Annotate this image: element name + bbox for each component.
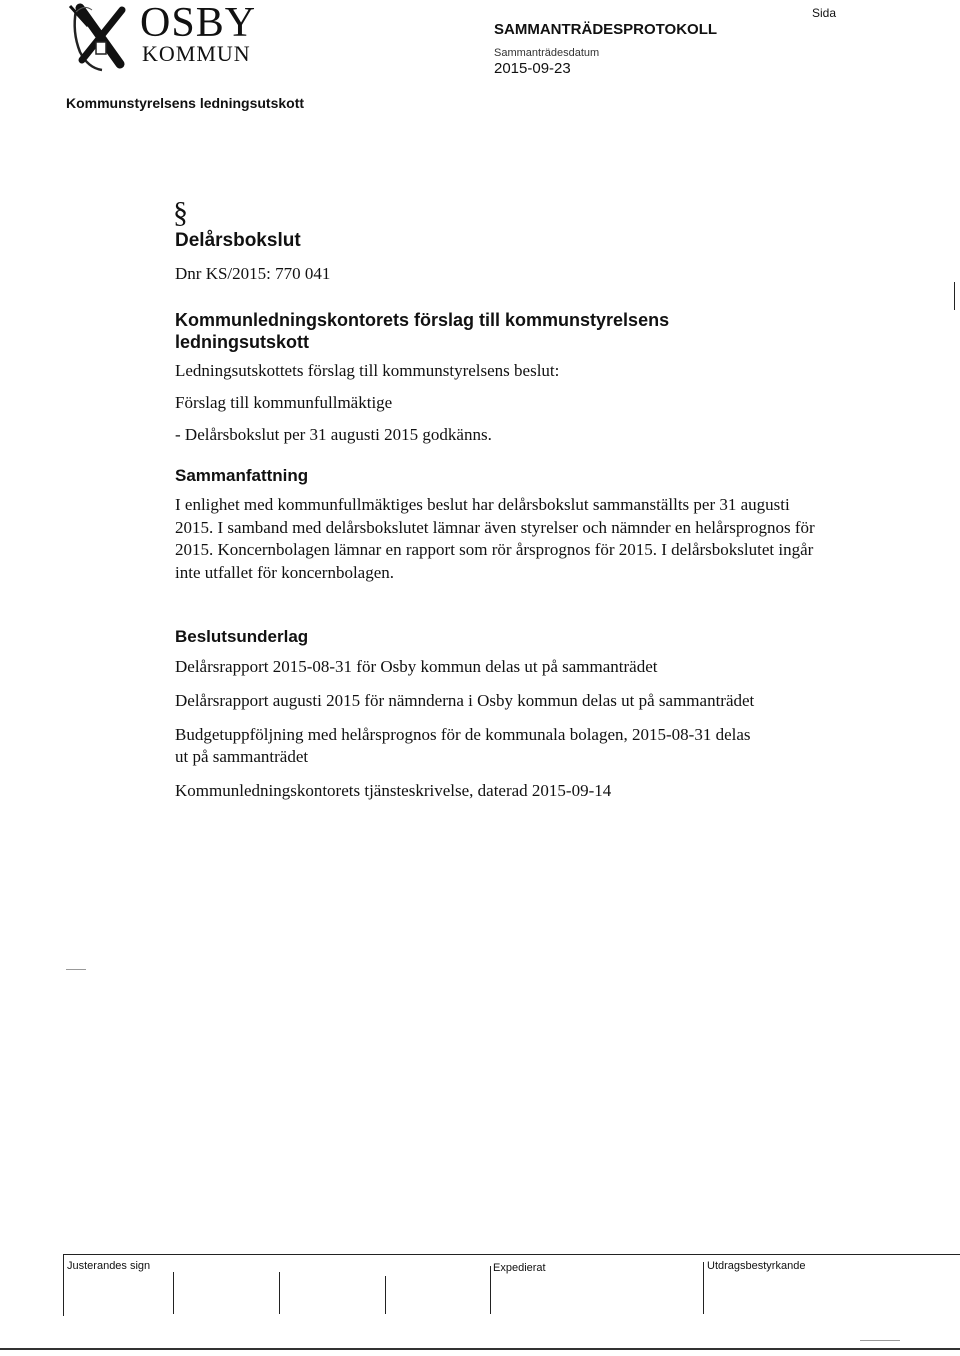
summary-heading: Sammanfattning bbox=[175, 466, 309, 485]
meeting-date-value: 2015-09-23 bbox=[494, 60, 571, 77]
logo-osby-text: OSBY bbox=[140, 0, 257, 46]
committee-name: Kommunstyrelsens ledningsutskott bbox=[66, 95, 305, 111]
logo-kommun-text: KOMMUN bbox=[142, 41, 251, 66]
footer-top-rule bbox=[63, 1254, 960, 1255]
scan-mark bbox=[66, 969, 86, 970]
footer-divider bbox=[279, 1272, 280, 1314]
proposal-item: - Delårsbokslut per 31 augusti 2015 godkänns. bbox=[175, 425, 492, 444]
protocol-title: SAMMANTRÄDESPROTOKOLL bbox=[494, 21, 718, 38]
basis-item: Kommunledningskontorets tjänsteskrivelse, daterad 2015-09-14 bbox=[175, 781, 612, 800]
basis-list bbox=[175, 656, 755, 814]
footer-divider bbox=[385, 1276, 386, 1314]
meeting-date-label: Sammanträdesdatum bbox=[494, 47, 600, 59]
bottom-rule bbox=[0, 1348, 960, 1350]
section-title: Delårsbokslut bbox=[175, 230, 301, 251]
osby-coat-of-arms-icon bbox=[66, 2, 136, 72]
footer-divider bbox=[703, 1262, 704, 1314]
basis-item: Delårsrapport 2015-08-31 för Osby kommun delas ut på sammanträdet bbox=[175, 657, 658, 676]
footer-divider bbox=[173, 1272, 174, 1314]
footer-divider bbox=[63, 1254, 64, 1316]
page-label: Sida bbox=[812, 6, 837, 20]
proposal-recipient: Förslag till kommunfullmäktige bbox=[175, 393, 393, 412]
case-number: Dnr KS/2015: 770 041 bbox=[175, 264, 331, 283]
signature-label: Justerandes sign bbox=[67, 1260, 151, 1272]
basis-item: Budgetuppföljning med helårsprognos för de kommunala bolagen, 2015-08-31 delas ut på sammanträdet bbox=[175, 725, 751, 766]
footer-divider bbox=[490, 1266, 491, 1314]
proposal-intro: Ledningsutskottets förslag till kommunstyrelsens beslut: bbox=[175, 361, 560, 380]
basis-heading: Beslutsunderlag bbox=[175, 627, 309, 646]
certification-label: Utdragsbestyrkande bbox=[707, 1260, 806, 1272]
proposal-heading: Kommunledningskontorets förslag till kommunstyrelsens ledningsutskott bbox=[175, 310, 670, 352]
summary-text: I enlighet med kommunfullmäktiges beslut har delårsbokslut sammanställts per 31 augusti 2015. I samband med delårsbokslutet lämnar även styrelser och nämnder en helårsprognos för 2015. Koncernbolagen lämnar en rapport som rör årsprognos för 2015. I delårsbokslutet ingår inte utfallet för koncernbolagen. bbox=[175, 495, 815, 582]
scan-mark bbox=[860, 1340, 900, 1341]
margin-mark bbox=[954, 282, 955, 310]
basis-item: Delårsrapport augusti 2015 för nämnderna i Osby kommun delas ut på sammanträdet bbox=[175, 691, 755, 710]
dispatched-label: Expedierat bbox=[493, 1262, 546, 1274]
paragraph-symbol: § bbox=[173, 196, 188, 229]
